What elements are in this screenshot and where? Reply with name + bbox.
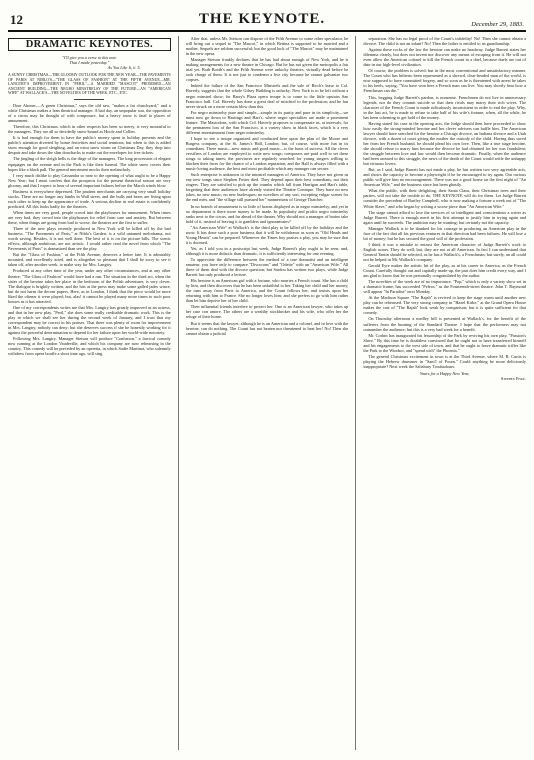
paragraph: His heroine is an American girl with a fortune, who marries a French count. She has a child by him, and then discovers that he has been unfaithful to her. Taking her child and her money, she runs away from Paris to America, and the Count follows her, and insists upon her returning with him to France. She no longer loves him; and she prefers to go with him rather than let him deprive her of her child. bbox=[185, 278, 349, 304]
paragraph: But it seems that the lawyer, although he is an American and a colonel, and in love with the heroine, can do nothing. The Count has not beaten nor threatened to beat her! No! Then she cannot obtain a judicial bbox=[185, 320, 349, 336]
paragraph: The novelties of the week are of no importance. "Pop," which is only a variety show set in a dramatic frame, has succeeded "Peleos," as the Fourteenth-street theatre. John T. Raymond will appear "In Paradise" next Monday. bbox=[363, 279, 526, 295]
paragraph: But, as I said, Judge Barrett has not made a play, he has written two very agreeable acts, and shows the capacity to become a playwright if he be encouraged to try again. Our curious public will give him no encouragement. There was not a good house on the first night of "An American Wife," and the business since has been ghastly. bbox=[363, 167, 526, 188]
paragraph: When times are very good, people crowd into the playhouses for amusement. When times are very bad, they crowd into the playhouses for relief from care and anxiety. But between these, when things are going from bad to worse, the theatres are the first to suffer. bbox=[8, 209, 171, 226]
paragraph: Having stated his case in the opening acts, the Judge should then have proceeded to show how easily the strong-minded heroine and her clever advisers can baffle him. The American lawyer should have searched for the heroine a Chicago divorce, an Indiana divorce and a Utah divorce, with a dozen of court giving the mother the custody of the child. Having thus saved her from her French husband, he should plead his own love. Then, like a true stage heroine, she should refuse to marry him because the divorce he had obtained for her was fraudulent; the struggle between love and law would then become dramatic. Finally, when the audience had been aroused to this struggle, the news of the death of the Count would settle the unhappy but virtuous lovers. bbox=[363, 120, 526, 167]
paragraph: The jingling of the sleigh bells is the dirge of the managers. The long procession of elegant equipages on the avenue and in the Park is like their funeral. The white snow covers their hopes like a black pall. The general merriment mocks their melancholy. bbox=[8, 156, 171, 172]
paragraph: At the Madison Square "The Rajah" is revived to keep the stage warm until another new play can be rehearsed. The very strong company in "Hazel Kirke," at the Grand Opera House makes the cast of "The Rajah" look weak by comparison; but it is quite sufficient for that comedy. bbox=[363, 295, 526, 316]
paragraph: Gerald Eyre makes the artistic hit of the play, as at his career in America, as the French Count. Carefully thought out and capitally made-up, the part does him credit every way, and I am glad to know that he was personally congratulated by the author. bbox=[363, 263, 526, 279]
paragraph: separation. She has no legal proof of the Count's infidelity! No! Then she cannot obtain a divorce. The child is not an infant? No! Then the father is entitled to its guardianship. bbox=[363, 36, 526, 47]
column-3-body bbox=[363, 36, 526, 369]
motto-source: As You Like It, ii. 5. bbox=[107, 65, 141, 71]
page-header bbox=[8, 6, 526, 32]
masthead: THE KEYNOTE. bbox=[198, 11, 326, 27]
paragraph: "An American Wife" at Wallack's is the third play to be killed off by the holidays and the snow. It has done such a poor business that it will be withdrawn as soon as "Old Heads and Young Hearts" can be prepared. Whenever the Times boy praises a play, you may be sure that it is doomed. bbox=[185, 224, 349, 245]
paragraph: Indeed the failure of the San Francisco Minstrels and the sale of Birch's lease to Col. Haverly, suggests that the whole Gilsey Building is unlucky. New York is to be left without a negro minstrel show; for Barry's Plaza opera troupe is to come to the little upstairs San Francisco hall. Col. Haverly has done a great deal of mischief to the profession; and he has never struck on a more certain blow than this. bbox=[185, 83, 349, 109]
paragraph: What the public, with their delighting, their Santa Claus, their Christmas trees and their parties, will not take the trouble to do, THE KEYNOTE will do for them. Let Judge Barrett consider the precedent of Bartley Campbell, who is now making a fortune a week out of "The White Slave," and who began by writing a worse piece than "An American Wife." bbox=[363, 188, 526, 209]
columns bbox=[8, 36, 526, 750]
newspaper-page bbox=[8, 6, 526, 754]
paragraph: Such enterprise is unknown to the minstrel managers of America. They have not given us any new songs since Stephen Foster died. They depend upon their best comedians, not their singers. They are satisfied to pick up the crumbs which fall from Harrigan and Hart's table, forgetting that their audiences have already visited the Theatre Comique. They have no new jokes, no new music; no new burlesques; no novelties of any sort, excepting vulgar scenes for the end men, and "the village still pursued her" mannerisms of George Thatcher. bbox=[185, 172, 349, 203]
paragraph: Manager Wallack is to be thanked for his courage in producing an American play in the face of the fact that all his previous ventures in that direction had been failures. He will lose a bit of money; but he has secured the good will of the profession. bbox=[363, 225, 526, 241]
column-1 bbox=[8, 36, 171, 750]
paragraph: For negro minstrelsy pure and simple—simple in its purity and pure in its simplicity—we must now go down to Hastings and Hart's, where negro specialties are made a prominent feature. The Mastodons, with which Col. Haverly proposes to compensate us, at intervals, for the permanent loss of the San Francisco, is a variety show in black faces, which is a very different entertainment from negro minstrelsy. bbox=[185, 109, 349, 135]
paragraph: Three of the new plays recently produced in New York will be killed off by the bad business. "The Pavements of Paris," at Niblo's Garden, is a wild untamed melodrama, not worth saving. Besides, it is not well done. The best of it is on the picture bills. The scenic effects, although ambitious, are not artistic. I would rather read the novel from which "The Pavements of Paris" is dramatized than see the play. bbox=[8, 226, 171, 252]
motto-line: That I made yesterday." bbox=[69, 60, 110, 66]
paragraph: Business is everywhere depressed. The prudent merchants are carrying very small holiday stocks. There are no longer any lambs in Wall street, and the bulls and bears are living upon each other to keep up the appearance of trade. A serious decline in real estate is confidently predicted. All this looks badly for the theatres. bbox=[8, 188, 171, 209]
paragraph: I think it was a mistake to entrust the American character of Judge Barrett's work to English actors. They do well; but, they are not at all American. In fact I can understand that General Tantin should be selected, as he has a Wallack's, a Frenchman; but surely, an all could not be helped in Mr. Wallack's company. bbox=[363, 241, 526, 262]
issue-date: December 29, 1883. bbox=[471, 21, 524, 28]
paragraph: Against these rocks of the law the heroine can make no headway. Judge Barrett states her dilemma clearly, but does not invent nor discover any means of escaping from it. He will not even allow the American colonel to kill the French count in a duel, because duels are out of date in our high-level civilization. bbox=[363, 47, 526, 68]
column-1-body bbox=[8, 103, 171, 356]
paragraph: One of my correspondents writes me that Mrs. Langtry has greatly improved as an actress, and that in her new play, "Peril," she does some really creditable dramatic work. This is the play in which we shall see her during the second week of January, and I trust that my correspondent may be correct in his praises. That there was plenty of room for improvement in Mrs. Langtry, nobody can deny; but she deserves success if she be honestly working for it against the powerful determination to depend for her failure upon her world-wide notoriety. bbox=[8, 304, 171, 336]
paragraph: Following Mrs. Langtry, Manager Stetson will produce "Confusion," a farcical comedy now running at the London Vaudeville, and which his company are now rehearsing in the country. This comedy will be preceded by an operetta, in which Sadie Martinot, who solemnly withdrew from opera bouffe a short time ago, will sing. bbox=[8, 336, 171, 357]
paragraph: After that, unless Mr. Stetson can dispose of the Fifth Avenue to some other speculator, he will bring out a sequel to "The Mascot," in which Bettina is supposed to be married and a mother. Sequels are seldom successful; but the good luck of "The Mascot" may be maintained in the new opera. bbox=[185, 36, 349, 57]
paragraph: I very much dislike to play Cassandra so near to the opening of what ought to be a Happy New Year; but I must confess that the prospects for the present theatrical season are very gloomy, and that I expect to hear of several important failures before the March winds blow. bbox=[8, 172, 171, 188]
paragraph: Manager Stetson frankly declares that he has had about enough of New York, and he is making arrangements for a new theatre in Chicago. But he has not given the metropolis a fair trial yet. Both Booth's and the Fifth Avenue were unlucky theatres, virtually dead before he took charge of them. It is not just to condemn a live city because he cannot galvanize two corpses. bbox=[185, 57, 349, 83]
paragraph: I hope to see a troupe organized and conducted here upon the plan of the Moore and Burgess company, at the St. James's Hall, London; but, of course, with more fun in its comedians. There music—new music and good music—is the basis of success. All the clever versifiers of London are employed to write new songs; composers are paid well to set these songs to taking tunes; the provinces are regularly searched for young singers willing to blacken their faces for the chance of a London reputation, and the Hall is always filled with a music-loving audience, the best and most profitable which any manager can secure. bbox=[185, 135, 349, 172]
column-2-body bbox=[186, 36, 349, 336]
paragraph: This, begging Judge Barrett's pardon, is nonsense. Frenchmen do not live in unnecessary legends, nor do they commit suicide so that their rivals may marry their rich wives. The character of the French Count is made ridiculously inconsistent in order to end the play. Why, in the last act, he is made to refuse to take half of his wife's fortune, when, all the while, he has been scheming to get hold of the money. bbox=[363, 94, 526, 120]
paragraph: The general Christmas excitement in town is at the Third Avenue, where M. B. Curtis is playing the Hebrew drummer in "Sam'l of Posen." Could anything be more deliciously inappropriate? Next week the Salisbury Troubadours. bbox=[363, 353, 526, 369]
column-rule bbox=[355, 36, 356, 750]
paragraph: But the "Glass of Fashion," at the Fifth Avenue, deserves a better fate. It is admirably mounted, and excellently acted, and is altogether so pleasant that I shall be sorry to see it taken off, after another week, to make way for Mrs. Langtry. bbox=[8, 252, 171, 268]
article-summary: A SUNNY CHRISTMAS—THE GLOOMY OUTLOOK FOR THE NEW YEAR—THE PAVEMENTS OF PARIS AT NIBLO'S—"THE GLASS OF FASHION" AT THE FIFTH AVENUE—MR. LANGTRY'S IMPROVEMENT IN "PERIL"—A MARRIED "MASCOT" PROMISED—AN ANCIENT BUILDING—THE NEGRO MINSTRELSY OF THE FUTURE—AN "AMERICAN WIFE" AT WALLACK'S—THE NOVELTIES OF THE WEEK, ETC., ETC. bbox=[8, 73, 171, 96]
paragraph: The stage cannot afford to lose the services of so intelligent and conscientious a writer as Judge Barrett. There is enough merit in his first attempt to justify him in trying again and again until he succeeds. The ambition may be wanting; but certainly not the capacity. bbox=[363, 209, 526, 225]
article-title: DRAMATIC KEYNOTES. bbox=[8, 38, 171, 51]
motto-line: "I'll give you a verse to this note bbox=[62, 55, 117, 61]
signature: Stephen Fiske. bbox=[500, 376, 526, 381]
paragraph: To appreciate the difference between the method of a true dramatist and an intelligent amateur, you have only to compare "Divorcons" and "Odette" with an "American Wife." All three of them deal with the divorce question; but Sardou has written two plays, while Judge Barrett has only produced a lecture. bbox=[185, 256, 349, 278]
motto bbox=[8, 55, 171, 70]
paragraph: On Thursday afternoon a medley bill is presented at Wallack's, for the benefit of the sufferers from the burning of the Standard Theatre. I hope that the performers may not outnumber the audience; but this is a very bad week for a benefit. bbox=[363, 316, 526, 332]
column-3 bbox=[363, 36, 526, 750]
column-2 bbox=[186, 36, 349, 750]
paragraph: In no branch of amusement is so little of brains displayed as in negro minstrelsy, and yet in no department is there more money to be made. In popularity and profits negro minstrelsy ranks next to the circus, and far ahead of the theater. Why should not a manager of brains take hold of it, instead of leaving it to gamblers and ignoramuses? bbox=[185, 203, 349, 224]
paragraph: Of course, the problem is solved; but in the most conventional and unsatisfactory manner. The Count who has hitherto been represented as a shrewd, clear-headed man of the world, is now supposed to have committed forgery, and so soon as he is threatened with arrest he takes to his heels, saying, "You have won here a French man can live. You may shortly hear how a Frenchman can die." bbox=[363, 68, 526, 94]
column-rule bbox=[178, 36, 179, 750]
paragraph: Dear Aboner.—A green Christmas," says the old saw, "makes a fat churchyard;" and a white Christmas makes a lean theatrical manager. A bad day, an unpopular star, the opposition of a circus may be thought of with composure, but a heavy snow is fatal to places of amusement. bbox=[8, 103, 171, 124]
paragraph: Yet, as I told you in a postscript last week, Judge Barrett's play ought to be seen, and, although it is more didactic than dramatic, it is sufficiently interesting for one evening. bbox=[185, 245, 349, 256]
paragraph: Then influential friends interfere to protect her. One is an American lawyer, who takes up her case con amore. The others are a wealthy stockbroker and his wife, who offer her the refuge of their home. bbox=[185, 304, 349, 320]
page-number: 12 bbox=[10, 12, 23, 27]
paragraph: Therefore, this Christmas, which in other respects has been so merry, is very mournful to the managers. They are all so decidedly snow-bound as Hoole and Collier. bbox=[8, 124, 171, 135]
paragraph: Mr. Corbin has inaugurated his lessonship of the Park by reviving his own play, "Passion's Slave." By this time he is doubtless convinced that he ought not to have transferred himself and his engagements to the west side of town, and that he ought to leave dramatic trifles like the Park to the Windsor, and "spend with" the Phoenix." bbox=[363, 332, 526, 353]
signoff: Yours for a Happy New Year, bbox=[419, 370, 470, 376]
divider bbox=[74, 99, 104, 100]
paragraph: It is bad enough for them to have the public's money spent in holiday presents and the public's attention diverted by home festivities and social reunions; but when to this is added snow enough for good sleighing, and an extra snow storm on Christmas Day, they drop into despair and take down the slim drawbacks to make out the envelopes for free tickets. bbox=[8, 135, 171, 156]
paragraph: Produced at any other time of the year, under any other circumstances, and at any other theatre, "The Glass of Fashion" would have had a run. The situation in the third act, when the sister of the heroine takes her place in the bedroom of the Polish adventurer, is very clever. The dialogue is brightly written, and the hits at the press may make some galled jades wince, but do not harm the decent papers. Here, as in London, I think that the piece would be more liked the oftener it were played; but, alas! it cannot be played many more times to such poor houses as it has attracted. bbox=[8, 268, 171, 304]
